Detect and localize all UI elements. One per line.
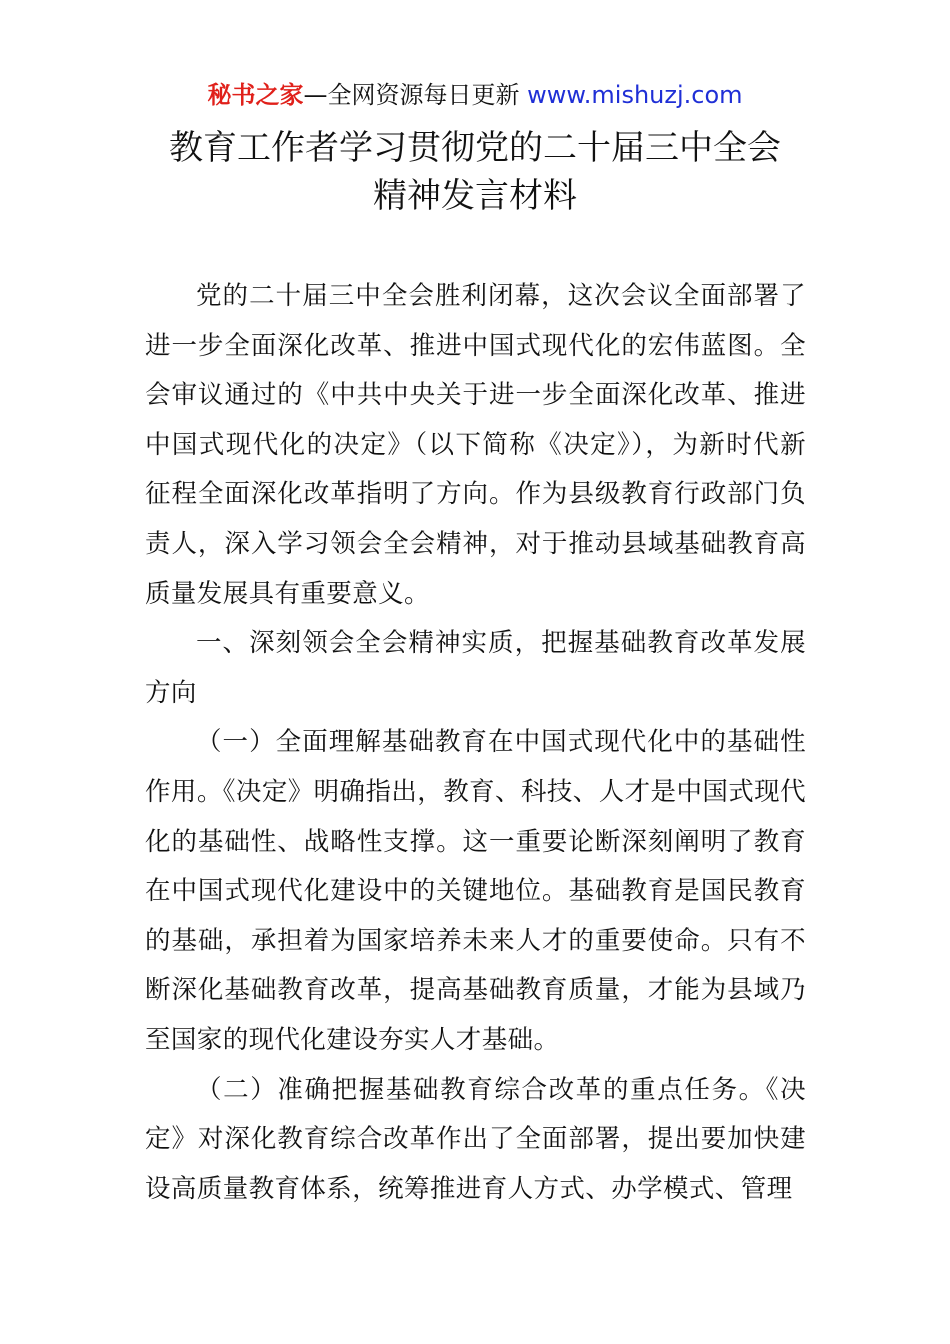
site-name: 秘书之家 xyxy=(207,81,304,109)
document-body xyxy=(145,272,806,1214)
paragraph-subsection-1: （一）全面理解基础教育在中国式现代化中的基础性作用。《决定》明确指出，教育、科技、人才是中国式现代化的基础性、战略性支撑。这一重要论断深刻阐明了教育在中国式现代化建设中的关键地位。基础教育是国民教育的基础，承担着为国家培养未来人才的重要使命。只有不断深化基础教育改革，提高基础教育质量，才能为县域乃至国家的现代化建设夯实人才基础。 xyxy=(145,727,806,1055)
site-url-link[interactable]: www.mishuzj.com xyxy=(527,81,743,109)
paragraph-subsection-2: （二）准确把握基础教育综合改革的重点任务。《决定》对深化教育综合改革作出了全面部署，提出要加快建设高质量教育体系，统筹推进育人方式、办学模式、管理 xyxy=(145,1074,806,1204)
site-header xyxy=(0,78,950,112)
title-line-1: 教育工作者学习贯彻党的二十届三中全会 xyxy=(169,128,781,168)
paragraph-intro: 党的二十届三中全会胜利闭幕，这次会议全面部署了进一步全面深化改革、推进中国式现代化的宏伟蓝图。全会审议通过的《中共中央关于进一步全面深化改革、推进中国式现代化的决定》（以下简称《决定》），为新时代新征程全面深化改革指明了方向。作为县级教育行政部门负责人，深入学习领会全会精神，对于推动县域基础教育高质量发展具有重要意义。 xyxy=(145,281,806,609)
site-slogan: —全网资源每日更新 xyxy=(303,81,528,109)
section-heading-1: 一、深刻领会全会精神实质，把握基础教育改革发展方向 xyxy=(145,628,806,708)
document-title xyxy=(0,124,950,220)
title-line-2: 精神发言材料 xyxy=(373,176,577,216)
